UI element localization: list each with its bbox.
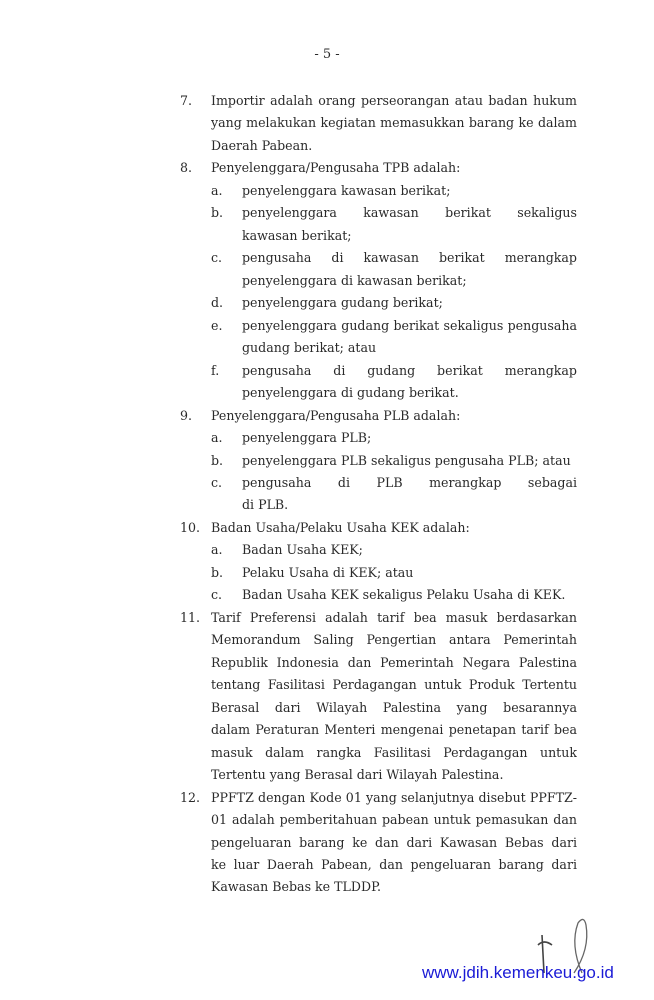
sub-item-text-line: penyelenggara PLB; [242,430,372,446]
sub-item-text-line: penyelenggara kawasan berikat sekaligus [242,205,577,221]
item-text-line: 01 adalah pemberitahuan pabean untuk pemasukan dan [211,812,577,828]
item-text-line: Penyelenggara/Pengusaha PLB adalah: [211,407,461,423]
item-text-line: pengeluaran barang ke dan dari Kawasan Bebas dari [211,834,577,850]
sub-item-text-line: penyelenggara di kawasan berikat; [242,272,467,288]
sub-item-letter: c. [211,250,223,266]
sub-item-text-line: di PLB. [242,497,289,513]
item-number: 8. [180,160,193,176]
item-text-line: yang melakukan kegiatan memasukkan barang ke dalam [211,115,577,131]
item-text-line: masuk dalam rangka Fasilitasi Perdagangan untuk [211,744,577,760]
item-text-line: tentang Fasilitasi Perdagangan untuk Produk Tertentu [211,677,577,693]
item-number: 9. [180,407,193,423]
item-text-line: Berasal dari Wilayah Palestina yang besarannya [211,699,577,715]
sub-item-letter: a. [211,542,223,558]
item-text-line: Penyelenggara/Pengusaha TPB adalah: [211,160,461,176]
sub-item-text-line: pengusaha di gudang berikat merangkap [242,362,577,378]
sub-item-letter: b. [211,564,224,580]
sub-item-letter: d. [211,295,224,311]
sub-item-letter: b. [211,452,224,468]
sub-item-letter: c. [211,587,223,603]
page-number: - 5 - [314,47,340,62]
item-text-line: dalam Peraturan Menteri mengenai penetapan tarif bea [211,722,577,738]
sub-item-letter: a. [211,182,223,198]
sub-item-text-line: pengusaha di kawasan berikat merangkap [242,250,577,266]
item-number: 10. [180,519,201,535]
item-number: 11. [180,609,201,625]
item-number: 7. [180,93,193,108]
item-text-line: Tarif Preferensi adalah tarif bea masuk berdasarkan [211,609,577,625]
sub-item-letter: f. [211,362,220,378]
item-text-line: Daerah Pabean. [211,137,313,153]
item-text-line: Kawasan Bebas ke TLDDP. [211,879,382,895]
sub-item-letter: c. [211,474,223,490]
item-text-line: Tertentu yang Berasal dari Wilayah Palestina. [211,767,504,783]
sub-item-text-line: penyelenggara gudang berikat sekaligus pengusaha [242,317,577,333]
item-text-line: Importir adalah orang perseorangan atau badan hukum [211,93,577,108]
sub-item-text-line: Badan Usaha KEK sekaligus Pelaku Usaha di KEK. [242,587,566,603]
sub-item-text-line: penyelenggara gudang berikat; [242,295,443,311]
item-text-line: Memorandum Saling Pengertian antara Pemerintah [211,632,577,648]
item-number: 12. [180,789,201,805]
sub-item-text-line: gudang berikat; atau [242,340,377,356]
item-text-line: ke luar Daerah Pabean, dan pengeluaran barang dari [211,856,577,872]
item-text-line: Republik Indonesia dan Pemerintah Negara Palestina [211,654,577,670]
sub-item-text-line: pengusaha di PLB merangkap sebagai [242,474,577,490]
sub-item-text-line: kawasan berikat; [242,227,352,243]
sub-item-letter: e. [211,317,223,333]
sub-item-text-line: penyelenggara di gudang berikat. [242,385,459,401]
sub-item-text-line: Pelaku Usaha di KEK; atau [242,564,414,580]
sub-item-text-line: penyelenggara PLB sekaligus pengusaha PLB; atau [242,452,571,468]
item-text-line: Badan Usaha/Pelaku Usaha KEK adalah: [211,519,470,535]
item-text-line: PPFTZ dengan Kode 01 yang selanjutnya disebut PPFTZ- [211,789,577,805]
sub-item-letter: a. [211,430,223,446]
footer-url-link[interactable]: www.jdih.kemenkeu.go.id [422,963,614,982]
sub-item-text-line: penyelenggara kawasan berikat; [242,182,451,198]
sub-item-letter: b. [211,205,224,221]
sub-item-text-line: Badan Usaha KEK; [242,542,363,558]
